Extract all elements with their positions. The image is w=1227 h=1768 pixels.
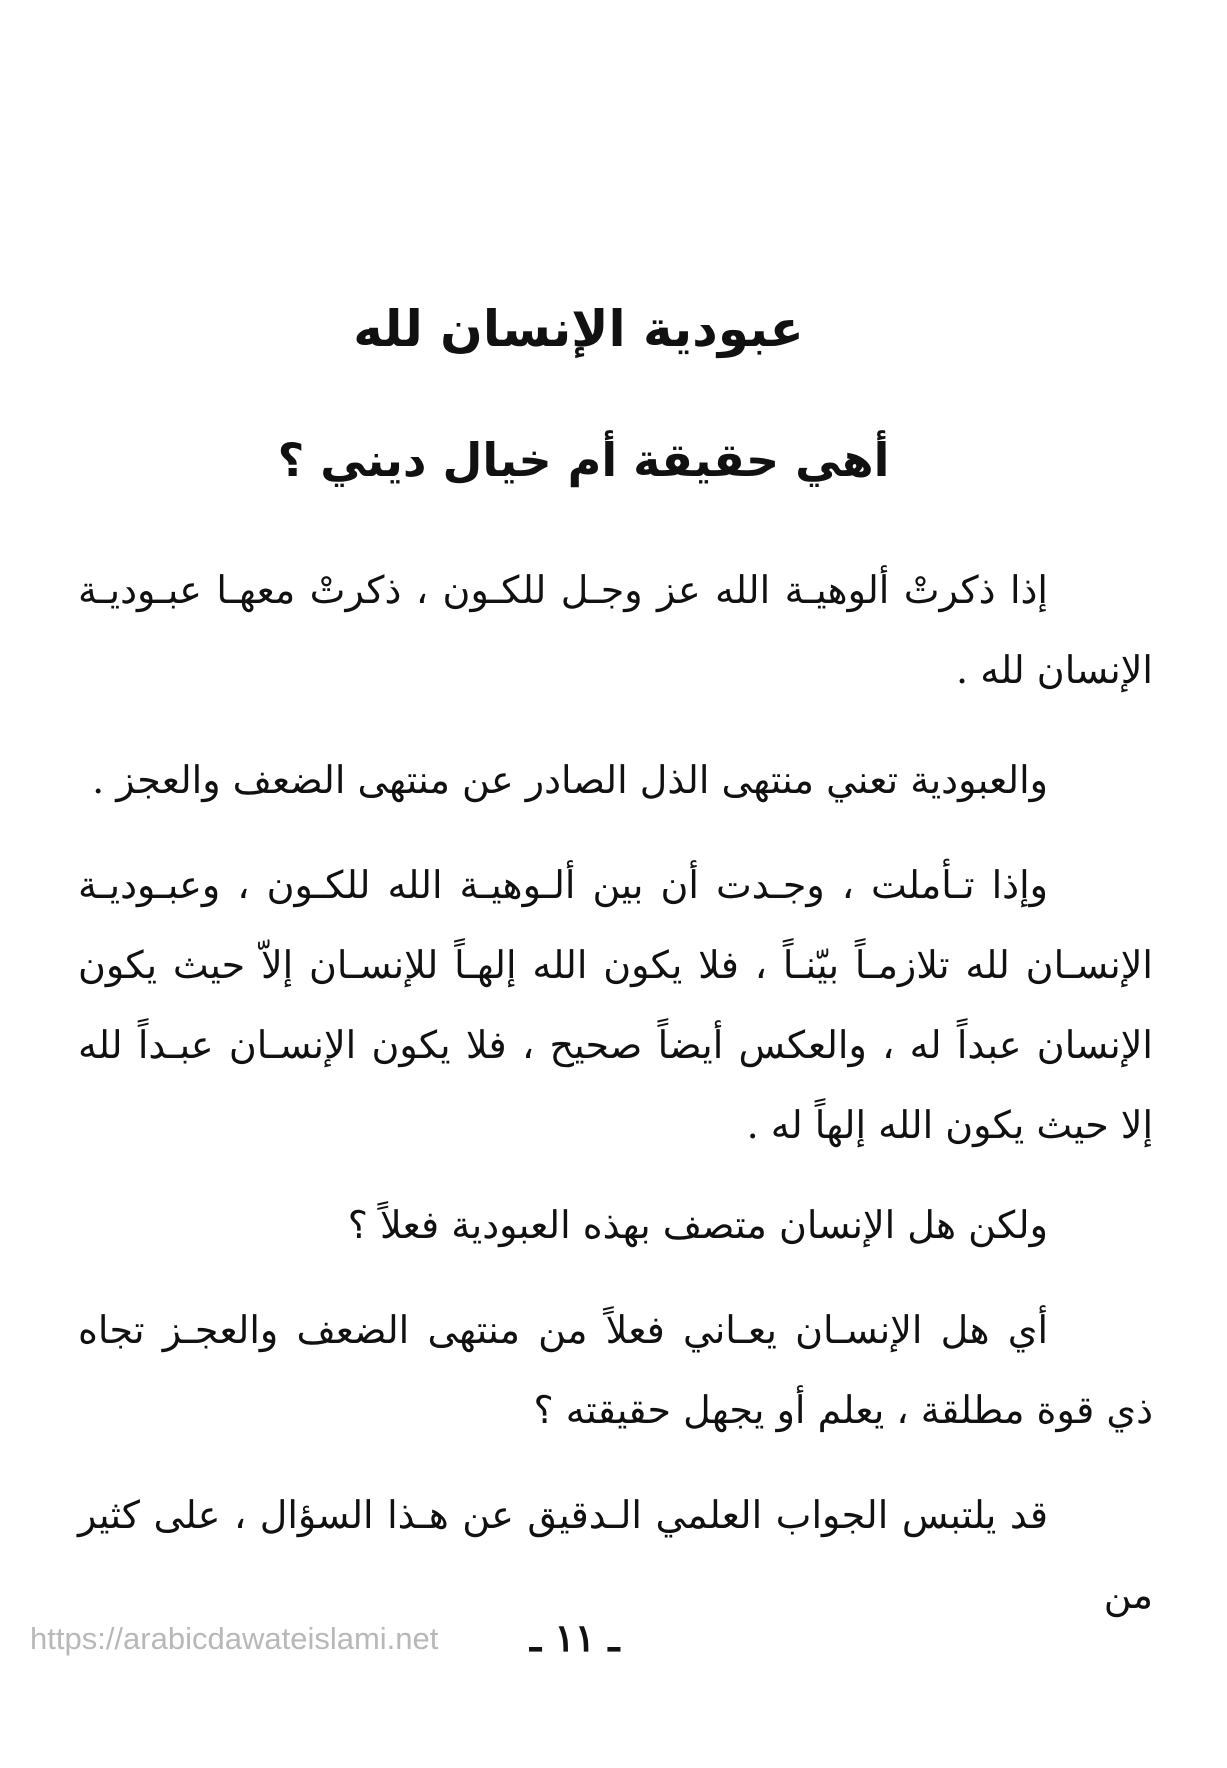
- page-subtitle: أهي حقيقة أم خيال ديني ؟: [277, 433, 890, 487]
- page-number: ـ ١١ ـ: [530, 1615, 620, 1660]
- paragraph-6: قد يلتبس الجواب العلمي الـدقيق عن هـذا السؤال ، على كثير من: [78, 1493, 1153, 1617]
- page-title: عبودية الإنسان لله: [353, 300, 804, 358]
- watermark-url: https://arabicdawateislami.net: [30, 1621, 439, 1656]
- page-footer: [0, 1615, 1227, 1675]
- paragraph-4: ولكن هل الإنسان متصف بهذه العبودية فعلاً ؟: [347, 1203, 1048, 1247]
- paragraph-2: والعبودية تعني منتهى الذل الصادر عن منتهى الضعف والعجز .: [92, 758, 1048, 802]
- paragraph-3: وإذا تـأملت ، وجـدت أن بين ألـوهيـة الله للكـون ، وعبـوديـة الإنسـان لله تلازمـاً بيّنـاً ، فلا يكون الله إلهـاً للإنسـان إلاّ حيث يكون الإنسان عبداً له ، والعكس أيضاً صحيح ، فلا يكون الإنسـان عبـداً لله إلا حيث يكون الله إلهاً له .: [78, 863, 1153, 1147]
- paragraph-1: إذا ذكرتْ ألوهيـة الله عز وجـل للكـون ، ذكرتْ معهـا عبـوديـة الإنسان لله .: [78, 568, 1153, 692]
- paragraph-5: أي هل الإنسـان يعـاني فعلاً من منتهى الضعف والعجـز تجاه ذي قوة مطلقة ، يعلم أو يجهل حقيقته ؟: [78, 1308, 1153, 1432]
